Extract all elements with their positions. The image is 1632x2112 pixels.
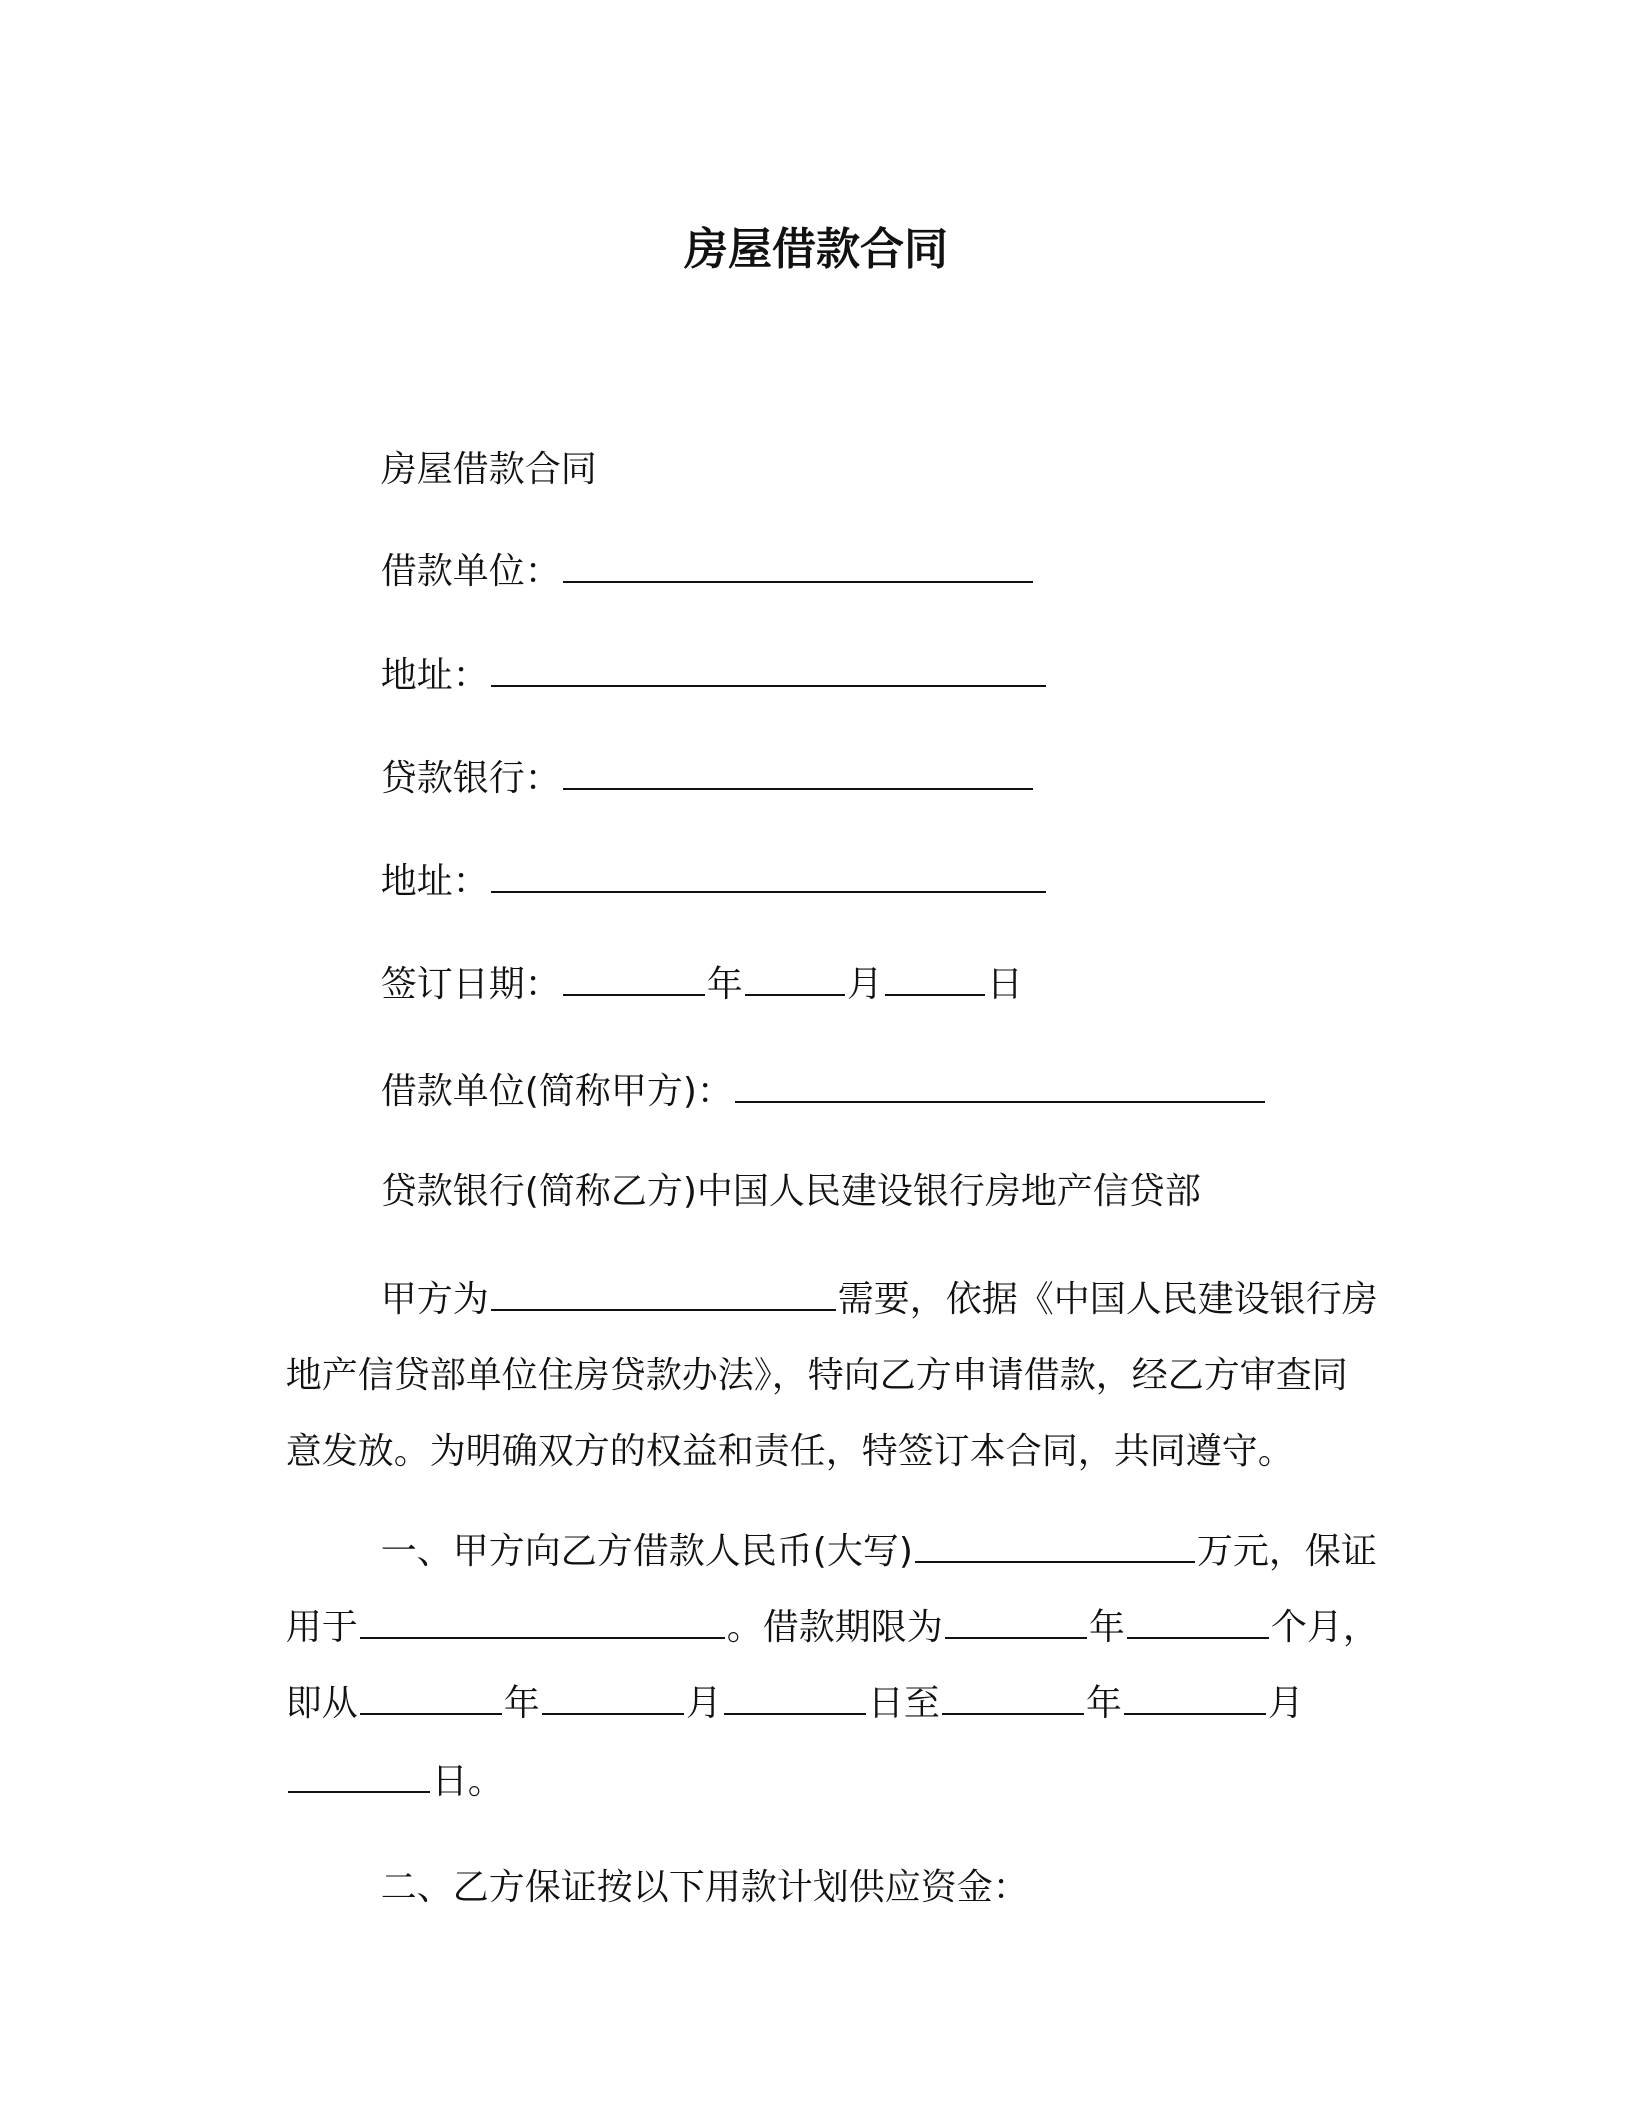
address2-field: 地址： (335, 810, 1048, 954)
end-day-blank[interactable] (288, 1759, 430, 1793)
date-month-blank[interactable] (745, 962, 845, 996)
start-day-blank[interactable] (724, 1681, 866, 1715)
paragraph-1-line-2: 地产信贷部单位住房贷款办法》，特向乙方申请借款，经乙方审查同 (285, 1355, 1348, 1396)
bank-field: 贷款银行： (335, 707, 1035, 851)
address1-blank[interactable] (491, 653, 1046, 687)
paragraph-1-line-3: 意发放。为明确双方的权益和责任，特签订本合同，共同遵守。 (285, 1431, 1294, 1472)
address2-blank[interactable] (491, 859, 1046, 893)
party-a-blank[interactable] (735, 1069, 1265, 1103)
subtitle: 房屋借款合同 (380, 449, 597, 490)
date-day-blank[interactable] (885, 962, 985, 996)
party-b-line: 贷款银行(简称乙方)中国人民建设银行房地产信贷部 (380, 1171, 1201, 1212)
end-year-blank[interactable] (942, 1681, 1084, 1715)
end-month-blank[interactable] (1124, 1681, 1266, 1715)
address1-field: 地址： (335, 604, 1048, 748)
start-month-blank[interactable] (542, 1681, 684, 1715)
page-title: 房屋借款合同 (684, 224, 948, 275)
clause-1-line-4: 日。 (240, 1710, 504, 1854)
sign-date-field: 签订日期： 年 月 日 (380, 964, 1023, 1005)
borrower-field: 借款单位： (335, 500, 1035, 644)
clause-1-line-2: 用于 。借款期限为 年 个月， (285, 1607, 1379, 1648)
clause-2: 二、乙方保证按以下用款计划供应资金： (380, 1867, 1029, 1908)
borrower-blank[interactable] (563, 549, 1033, 583)
paragraph-1-line-1: 甲方为 需要，依据《中国人民建设银行房 (380, 1279, 1378, 1320)
party-a-field: 借款单位(简称甲方)： (335, 1020, 1267, 1164)
date-year-blank[interactable] (563, 962, 705, 996)
bank-blank[interactable] (563, 756, 1033, 790)
clause-1-line-3: 即从 年 月 日至 年 月 (285, 1683, 1304, 1724)
clause-1-line-1: 一、甲方向乙方借款人民币(大写) 万元，保证 (380, 1531, 1377, 1572)
